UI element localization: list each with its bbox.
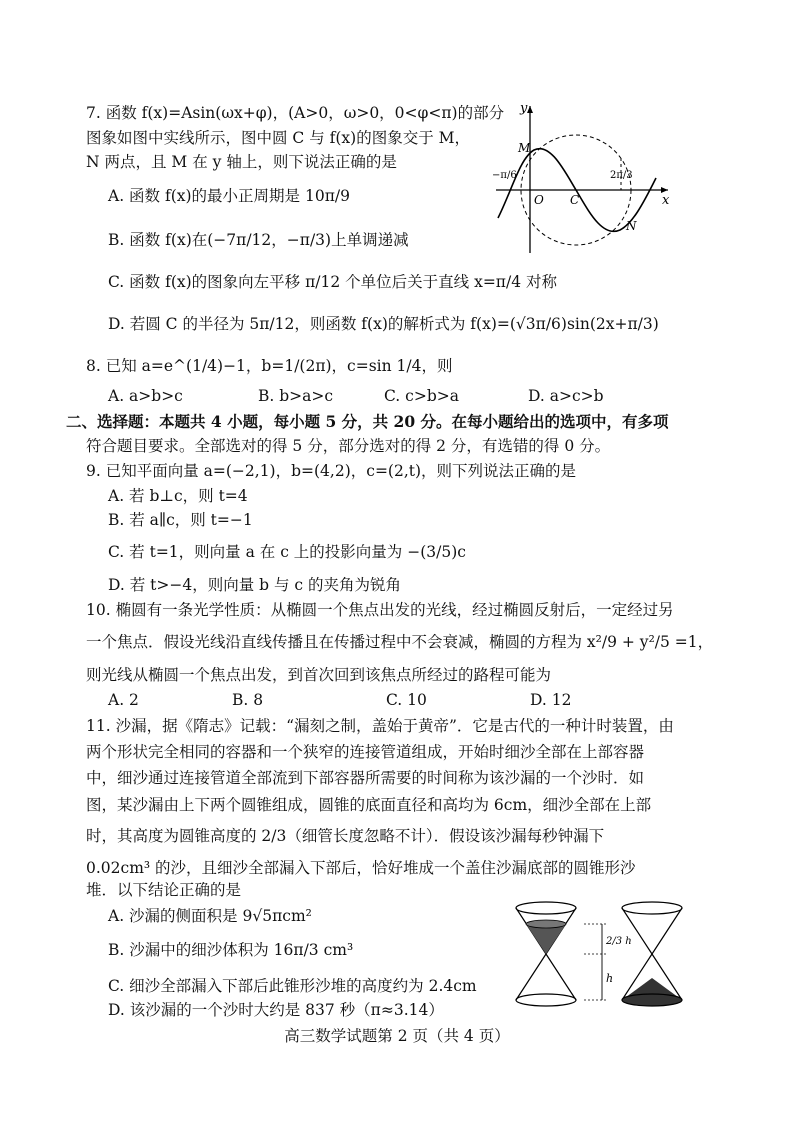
q10-option-d: D. 12 bbox=[530, 691, 572, 709]
q8-stem: 8. 已知 a=e^(1/4)−1，b=1/(2π)，c=sin 1/4，则 bbox=[86, 357, 453, 375]
q8-option-a: A. a>b>c bbox=[108, 387, 183, 405]
fig-neg-pi-6-label: −π/6 bbox=[492, 170, 517, 181]
q11-stem-line1: 11. 沙漏，据《隋志》记载：“漏刻之制，盖始于黄帝”．它是古代的一种计时装置，由 bbox=[86, 717, 674, 735]
fig-origin-label: O bbox=[534, 193, 544, 207]
q8-option-b: B. b>a>c bbox=[258, 387, 334, 405]
q11-option-d: D. 该沙漏的一个沙时大约是 837 秒（π≈3.14） bbox=[108, 1001, 444, 1019]
q10-option-a: A. 2 bbox=[108, 691, 139, 709]
fig-n-label: N bbox=[626, 219, 637, 233]
fig-two-thirds-h-label: 2/3 h bbox=[606, 936, 632, 947]
q10-stem-line3: 则光线从椭圆一个焦点出发，到首次回到该焦点所经过的路程可能为 bbox=[86, 666, 552, 684]
q11-stem-line3: 中，细沙通过连接管道全部流到下部容器所需要的时间称为该沙漏的一个沙时．如 bbox=[86, 769, 645, 787]
q7-option-c: C. 函数 f(x)的图象向左平移 π/12 个单位后关于直线 x=π/4 对称 bbox=[108, 273, 558, 291]
q11-hourglass-figure bbox=[506, 898, 686, 1014]
height-markers bbox=[584, 924, 632, 1000]
q10-option-c: C. 10 bbox=[386, 691, 427, 709]
q7-stem-line1: 7. 函数 f(x)=Asin(ωx+φ)，(A>0，ω>0，0<φ<π)的部分 bbox=[86, 104, 505, 122]
sand-top bbox=[526, 924, 566, 954]
q11-option-c: C. 细沙全部漏入下部后此锥形沙堆的高度约为 2.4cm bbox=[108, 977, 477, 995]
q7-graph-figure bbox=[490, 98, 674, 258]
q10-stem-line2: 一个焦点．假设光线沿直线传播且在传播过程中不会衰减，椭圆的方程为 x²/9 + y²/5 =1， bbox=[86, 633, 714, 651]
fig-c-label: C bbox=[570, 193, 580, 207]
q11-stem-line2: 两个形状完全相同的容器和一个狭窄的连接管道组成，开始时细沙全部在上部容器 bbox=[86, 743, 645, 761]
q11-stem-line6: 0.02cm³ 的沙，且细沙全部漏入下部后，恰好堆成一个盖住沙漏底部的圆锥形沙 bbox=[86, 859, 636, 877]
q7-option-a: A. 函数 f(x)的最小正周期是 10π/9 bbox=[108, 187, 350, 205]
q8-option-c: C. c>b>a bbox=[384, 387, 459, 405]
fig-m-label: M bbox=[518, 141, 531, 155]
fig-x-label: x bbox=[662, 193, 670, 208]
fig-2pi-3-label: 2π/3 bbox=[610, 170, 633, 181]
page-footer: 高三数学试题第 2 页（共 4 页） bbox=[284, 1027, 510, 1045]
q11-option-b: B. 沙漏中的细沙体积为 16π/3 cm³ bbox=[108, 941, 354, 959]
q7-stem-line2: 图象如图中实线所示，图中圆 C 与 f(x)的图象交于 M， bbox=[86, 129, 471, 147]
section2-heading-line1: 二、选择题：本题共 4 小题，每小题 5 分，共 20 分。在每小题给出的选项中，有多项 bbox=[66, 412, 669, 431]
q7-option-b: B. 函数 f(x)在(−7π/12，−π/3)上单调递减 bbox=[108, 231, 409, 249]
q7-option-d: D. 若圆 C 的半径为 5π/12，则函数 f(x)的解析式为 f(x)=(√3π/6)sin(2x+π/3) bbox=[108, 315, 659, 333]
q9-option-c: C. 若 t=1，则向量 a 在 c 上的投影向量为 −(3/5)c bbox=[108, 543, 466, 561]
hourglass-right bbox=[622, 902, 682, 1006]
q11-stem-line5: 时，其高度为圆锥高度的 2/3（细管长度忽略不计）．假设该沙漏每秒钟漏下 bbox=[86, 827, 605, 845]
q8-option-d: D. a>c>b bbox=[528, 387, 604, 405]
q11-stem-line4: 图，某沙漏由上下两个圆锥组成，圆锥的底面直径和高均为 6cm，细沙全部在上部 bbox=[86, 796, 652, 814]
q7-stem-line3: N 两点，且 M 在 y 轴上，则下说法正确的是 bbox=[86, 153, 397, 171]
q10-option-b: B. 8 bbox=[232, 691, 264, 709]
y-axis-arrow-icon bbox=[527, 106, 533, 113]
hourglass-left bbox=[516, 902, 576, 1006]
fig-y-label: y bbox=[520, 101, 528, 116]
q9-option-b: B. 若 a∥c，则 t=−1 bbox=[108, 511, 253, 529]
q11-option-a: A. 沙漏的侧面积是 9√5πcm² bbox=[108, 907, 312, 925]
q10-stem-line1: 10. 椭圆有一条光学性质：从椭圆一个焦点出发的光线，经过椭圆反射后，一定经过另 bbox=[86, 601, 674, 619]
q9-stem: 9. 已知平面向量 a=(−2,1)，b=(4,2)，c=(2,t)，则下列说法正确的是 bbox=[86, 462, 577, 480]
q9-option-d: D. 若 t>−4，则向量 b 与 c 的夹角为锐角 bbox=[108, 576, 402, 594]
q11-stem-line7: 堆．以下结论正确的是 bbox=[86, 881, 242, 899]
fig-h-label: h bbox=[606, 972, 614, 985]
q9-option-a: A. 若 b⊥c，则 t=4 bbox=[108, 487, 248, 505]
section2-heading-line2: 符合题目要求。全部选对的得 5 分，部分选对的得 2 分，有选错的得 0 分。 bbox=[86, 437, 611, 455]
